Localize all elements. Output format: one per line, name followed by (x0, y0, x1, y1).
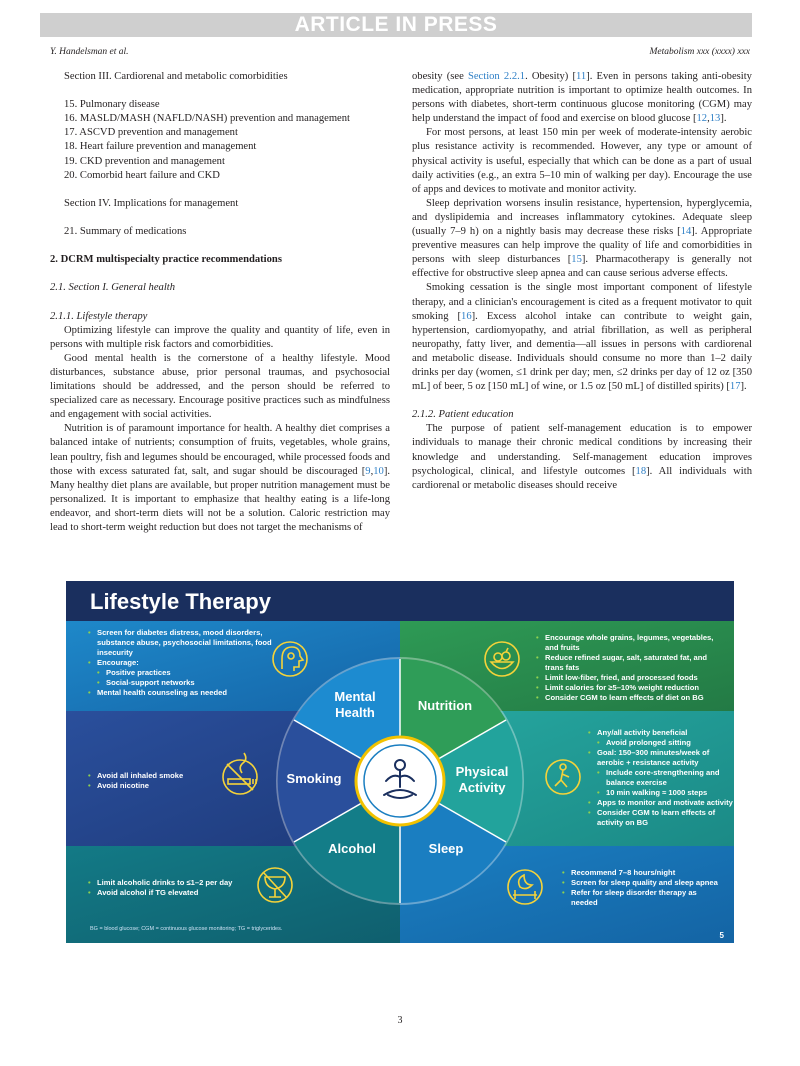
citation-link[interactable]: 10 (373, 465, 384, 477)
list-item: • Consider CGM to learn effects of diet on BG (536, 693, 726, 703)
citation-link[interactable]: 13 (709, 113, 721, 125)
list-item: • 10 min walking ≈ 1000 steps (588, 788, 733, 798)
alcohol-label: Alcohol (328, 841, 376, 856)
list-item: • Goal: 150–300 minutes/week of aerobic + resistance activity (588, 748, 733, 768)
list-item: • Mental health counseling as needed (88, 688, 273, 698)
citation-link[interactable]: 16 (461, 310, 472, 322)
list-item: • Avoid prolonged sitting (588, 738, 733, 748)
running-head-authors: Y. Handelsman et al. (50, 47, 129, 57)
mental-health-label: Mental Health (334, 689, 376, 720)
paragraph: Sleep deprivation worsens insulin resistance, hypertension, hyperglycemia, and dyslipidemia and increases inflammatory cytokines. Adequate sleep (usually 7–9 h) on a nightly basis may decrease these risks [14]. Appropriate preventive measures can help improve the quality of life and comorbidities in persons with sleep disturbances [15]. Pharmacotherapy is generally not effective for obstructive sleep apnea and can cause serious adverse effects. (412, 197, 752, 280)
heading-2-1-1: 2.1.1. Lifestyle therapy (50, 310, 148, 322)
smoking-bullets (88, 771, 228, 791)
list-item: • Refer for sleep disorder therapy as needed (562, 888, 722, 908)
list-item: • Any/all activity beneficial (588, 728, 733, 738)
list-item: • Consider CGM to learn effects of activity on BG (588, 808, 733, 828)
paragraph: The purpose of patient self-management education is to empower individuals to manage their chronic medical conditions by increasing their knowledge and understanding. Self-management education improves psychological, clinical, and lifestyle outcomes [18]. All individuals with cardiorenal or metabolic diseases should receive (412, 423, 752, 491)
article-in-press-banner: ARTICLE IN PRESS (40, 13, 752, 37)
left-column (50, 70, 390, 535)
alcohol-bullets (88, 878, 248, 898)
list-item: • Encourage: (88, 658, 273, 668)
section-4-heading: Section IV. Implications for management (64, 197, 239, 209)
list-item: • Avoid all inhaled smoke (88, 771, 228, 781)
figure-footnote: BG = blood glucose; CGM = continuous glucose monitoring; TG = triglycerides. (90, 926, 283, 932)
list-item: • Positive practices (88, 668, 273, 678)
mental-health-bullets (88, 628, 273, 698)
running-head-journal: Metabolism xxx (xxxx) xxx (649, 47, 750, 57)
list-item: • Encourage whole grains, legumes, vegetables, and fruits (536, 633, 726, 653)
list-item: • Limit low-fiber, fried, and processed foods (536, 673, 726, 683)
paragraph: Good mental health is the cornerstone of a healthy lifestyle. Mood disturbances, substance abuse, prior personal traumas, and psychosocial limitations should be addressed, and the person should be referred to specialized care as necessary. Encourage positive practices such as mindfulness and engagement with social activities. (50, 352, 390, 421)
citation-link[interactable]: 14 (680, 226, 692, 238)
section-3-heading: Section III. Cardiorenal and metabolic comorbidities (64, 71, 288, 82)
physical-activity-bullets (588, 728, 733, 828)
list-item: • Screen for diabetes distress, mood disorders, substance abuse, psychosocial limitations, food insecurity (88, 628, 273, 658)
paragraph: Optimizing lifestyle can improve the quality and quantity of life, even in persons with multiple risk factors and comorbidities. (50, 324, 390, 350)
figure-title: Lifestyle Therapy (90, 589, 271, 614)
smoking-label: Smoking (286, 771, 342, 786)
list-item: • Limit calories for ≥5–10% weight reduction (536, 683, 726, 693)
heading-2: 2. DCRM multispecialty practice recommendations (50, 254, 282, 266)
list-item: • Include core-strengthening and balance exercise (588, 768, 733, 788)
sleep-bullets (562, 868, 722, 908)
list-item: 17. ASCVD prevention and management (64, 127, 238, 139)
physical-activity-label: Physical Activity (455, 764, 509, 795)
citation-link[interactable]: 18 (635, 465, 647, 477)
list-item: • Screen for sleep quality and sleep apnea (562, 878, 722, 888)
list-item: 18. Heart failure prevention and management (64, 141, 257, 153)
section-3-list (50, 98, 390, 183)
heading-2-1: 2.1. Section I. General health (50, 282, 176, 294)
section-link[interactable]: Section 2.2.1 (467, 71, 526, 82)
lifestyle-therapy-figure (66, 581, 734, 943)
list-item: 16. MASLD/MASH (NAFLD/NASH) prevention and management (64, 113, 351, 125)
heading-2-1-2: 2.1.2. Patient education (412, 409, 514, 421)
paragraph: Nutrition is of paramount importance for health. A healthy diet comprises a balanced intake of nutrients; consumption of fruits, vegetables, whole grains, lean poultry, fish and legumes should be encouraged, while processed foods and those with excess saturated fat, salt, and sugar should be discouraged [9,10]. Many healthy diet plans are available, but proper nutrition management must be personalized. It is important to emphasize that healthy eating is a life-long endeavor, and short-term diets will not be a solution. Caloric restriction may lead to short-term weight reduction but does not target the mechanisms of (50, 423, 390, 533)
nutrition-label: Nutrition (417, 698, 473, 713)
sleep-label: Sleep (428, 841, 464, 856)
list-item: • Limit alcoholic drinks to ≤1–2 per day (88, 878, 248, 888)
list-item: • Avoid nicotine (88, 781, 228, 791)
citation-link[interactable]: 11 (576, 71, 587, 82)
citation-link[interactable]: 9 (365, 465, 371, 477)
citation-link[interactable]: 15 (571, 254, 582, 266)
list-item: • Avoid alcohol if TG elevated (88, 888, 248, 898)
citation-link[interactable]: 17 (729, 381, 741, 393)
paragraph: For most persons, at least 150 min per week of moderate-intensity aerobic plus resistance activity is recommended. However, any type or amount of physical activity is useful, especially that which can be done as a part of usual daily activities (e.g., an extra 5–10 min of walking per day). Encourage the use of apps and devices to motivate and monitor activity. (412, 127, 752, 195)
nutrition-bullets (536, 633, 726, 703)
list-item: 15. Pulmonary disease (64, 99, 160, 111)
list-item: 20. Comorbid heart failure and CKD (64, 169, 220, 181)
right-column (412, 70, 752, 493)
figure-number: 5 (719, 931, 724, 940)
list-item: 21. Summary of medications (64, 226, 187, 238)
list-item: • Reduce refined sugar, salt, saturated fat, and trans fats (536, 653, 726, 673)
list-item: • Recommend 7–8 hours/night (562, 868, 722, 878)
list-item: 19. CKD prevention and management (64, 155, 225, 167)
paragraph: obesity (see Section 2.2.1. Obesity) [11]. Even in persons taking anti-obesity medication, appropriate nutrition is important to optimize health outcomes. In persons with diabetes, short-term continuous glucose monitoring (CGM) may help understand the impact of food and exercise on blood glucose [12,13]. (412, 71, 752, 125)
page-number: 3 (397, 1015, 403, 1026)
paragraph: Smoking cessation is the single most important component of lifestyle therapy, and a clinician's encouragement is cited as a frequent motivator to quit smoking [16]. Excess alcohol intake can contribute to weight gain, hypertension, cardiomyopathy, and atrial fibrillation, as well as peripheral neuropathy, fatty liver, and dementia—all issues in persons with cardiorenal and metabolic disease. Individuals should consume no more than 1–2 daily drinks per day (women, ≤1 drink per day; men, ≤2 drinks per day of 12 oz [350 mL] of beer, 5 oz [150 mL] of wine, or 1.5 oz [50 mL] of distilled spirits) [17]. (412, 282, 753, 393)
list-item: • Apps to monitor and motivate activity (588, 798, 733, 808)
list-item: • Social-support networks (88, 678, 273, 688)
citation-link[interactable]: 12 (696, 113, 708, 125)
